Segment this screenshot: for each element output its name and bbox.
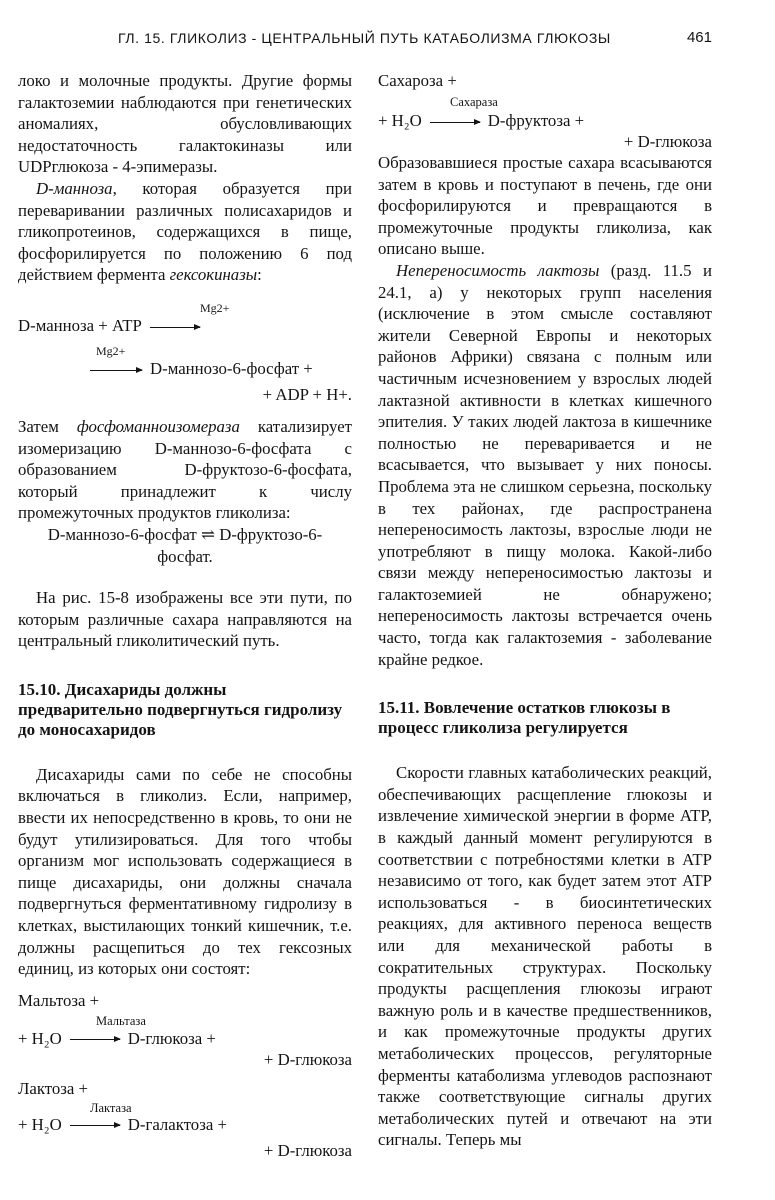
product: + D-глюкоза — [623, 132, 712, 151]
equation-mannose-phosphorylation — [18, 286, 352, 404]
substrate: Лактоза + — [18, 1078, 89, 1098]
paragraph: локо и молочные продукты. Другие формы галактоземии наблюдаются при генетических аномалиях, обусловливающих недостаточность галактокиназы или UDPглюкоза - 4-эпимеразы. — [18, 71, 352, 177]
left-column — [18, 70, 352, 1162]
term-hexokinase: гексокиназы — [169, 265, 258, 285]
equation-sucrose — [378, 70, 712, 152]
reaction-arrow — [430, 122, 480, 123]
equation-lactose — [18, 1078, 352, 1162]
product: D-галактоза + — [127, 1114, 227, 1134]
catalyst-label: Mg2+ — [200, 300, 230, 315]
reaction-arrow — [70, 1125, 120, 1126]
enzyme-label: Сахараза — [450, 95, 498, 109]
paragraph-lactose-intolerance — [378, 260, 712, 670]
term-isomerase: фосфоманноизомераза — [76, 416, 240, 436]
substrate: Мальтоза + — [18, 990, 100, 1010]
page-number: 461 — [686, 29, 712, 46]
byproducts: + ADP + H+. — [262, 384, 352, 404]
catalyst-label: Mg2+ — [96, 343, 126, 358]
equation-line — [18, 315, 208, 337]
water: + H₂O — [18, 1114, 62, 1134]
paragraph-isomerase — [18, 416, 352, 524]
paragraph-text: катализирует изомеризацию D-маннозо-6-фосфата с образованием D-фруктозо-6-фосфата, который принадлежит к числу промежуточных продуктов гликолиза: — [18, 416, 352, 523]
product: D-маннозо-6-фосфат + — [150, 358, 313, 378]
paragraph-disaccharides: Дисахариды сами по себе не способны включаться в гликолиз. Если, например, ввести их непосредственно в кровь, то они не будут утилизироваться. Для того чтобы организм мог использовать содержащиеся в пище дисахариды, они должны сначала подвергнуться ферментативному гидролизу в клетках, выстилающих тонкий кишечник, т.е. должны расщепиться до тех гексозных единиц, из которых они состоят: — [18, 764, 352, 979]
substrate: Сахароза + — [378, 71, 457, 90]
product: + D-глюкоза — [263, 1049, 352, 1069]
paragraph-mannose — [18, 178, 352, 286]
enzyme-label: Лактаза — [90, 1100, 132, 1115]
equation-line — [18, 1028, 216, 1050]
product: + D-глюкоза — [263, 1140, 352, 1160]
paragraph-text: (разд. 11.5 и 24.1, а) у некоторых групп населения (исключение в этом смысле составляют жители Северной Европы и некоторых районов Африки) связана с полным или частичным исчезновением у взрослых людей лактазной активности в клетках кишечного эпителия. У таких людей лактоза в кишечнике полностью не переваривается и не всасывается, что вызывает у них поносы. Проблема эта не слишком серьезна, поскольку в тех районах, где распространена непереносимость лактозы, взрослые люди не употребляют в пищу молока. Какой-либо связи между непереносимостью лактозы и галактоземией не обнаружено; непереносимость лактозы встречается очень часто, тогда как галактоземия - заболевание крайне редкое. — [378, 260, 712, 669]
paragraph-text: Затем — [18, 416, 77, 436]
product: D-фруктоза + — [487, 111, 585, 130]
equation-line — [18, 1114, 227, 1136]
page-header — [18, 26, 712, 50]
section-heading-15-11: 15.11. Вовлечение остатков глюкозы в процесс гликолиза регулируется — [378, 698, 671, 738]
section-heading-15-10: 15.10. Дисахариды должны предварительно подвергнуться гидролизу до моносахаридов — [18, 679, 343, 739]
paragraph-text: , которая образуется при переваривании различных полисахаридов и гликопротеинов, содержащихся в пище, фосфорилируется по положению 6 под действием фермента — [18, 178, 352, 285]
reactants: D-манноза + ATP — [18, 315, 142, 335]
product: D-глюкоза + — [127, 1028, 216, 1048]
water: + H₂O — [18, 1028, 62, 1048]
equation-maltose — [18, 990, 352, 1070]
water: + H₂O — [378, 111, 422, 130]
punctuation: : — [257, 265, 262, 285]
paragraph-absorption: Образовавшиеся простые сахара всасываются затем в кровь и поступают в печень, где они фосфорилируются и превращаются в промежуточные продукты гликолиза, как описано выше. — [378, 153, 712, 259]
reaction-arrow — [150, 327, 200, 328]
equation-isomerization: D-маннозо-6-фосфат ⇌ D-фруктозо-6- — [47, 524, 323, 544]
paragraph-figure-ref: На рис. 15-8 изображены все эти пути, по которым различные сахара направляются на центральный гликолитический путь. — [18, 588, 352, 651]
term-lactose-intolerance: Непереносимость лактозы — [396, 260, 600, 280]
equation-line — [90, 358, 313, 380]
equation-line — [378, 110, 584, 132]
equation-isomerization-cont: фосфат. — [157, 546, 213, 566]
running-title: ГЛ. 15. ГЛИКОЛИЗ - ЦЕНТРАЛЬНЫЙ ПУТЬ КАТАБОЛИЗМА ГЛЮКОЗЫ — [118, 30, 611, 46]
enzyme-label: Мальтаза — [96, 1013, 146, 1028]
reaction-arrow — [90, 370, 142, 371]
right-column — [378, 70, 712, 1151]
reaction-arrow — [70, 1039, 120, 1040]
term-mannose: D-манноза — [36, 178, 113, 198]
paragraph-regulation: Скорости главных катаболических реакций, обеспечивающих расщепление глюкозы и извлечение химической энергии в форме ATP, в каждый данный момент регулируются в соответствии с потребностями клетки в ATP независимо от того, как будет затем этот ATP использоваться - в биосинтетических реакциях, для активного переноса веществ или для механической работы в сократительных структурах. Поскольку продукты расщепления глюкозы играют важную роль и в качестве предшественников, и как промежуточные продукты других метаболических процессов, регуляторные ферменты катаболизма углеводов распознают также соответствующие сигналы других метаболических путей и отвечают на эти сигналы. Теперь мы — [378, 763, 712, 1150]
